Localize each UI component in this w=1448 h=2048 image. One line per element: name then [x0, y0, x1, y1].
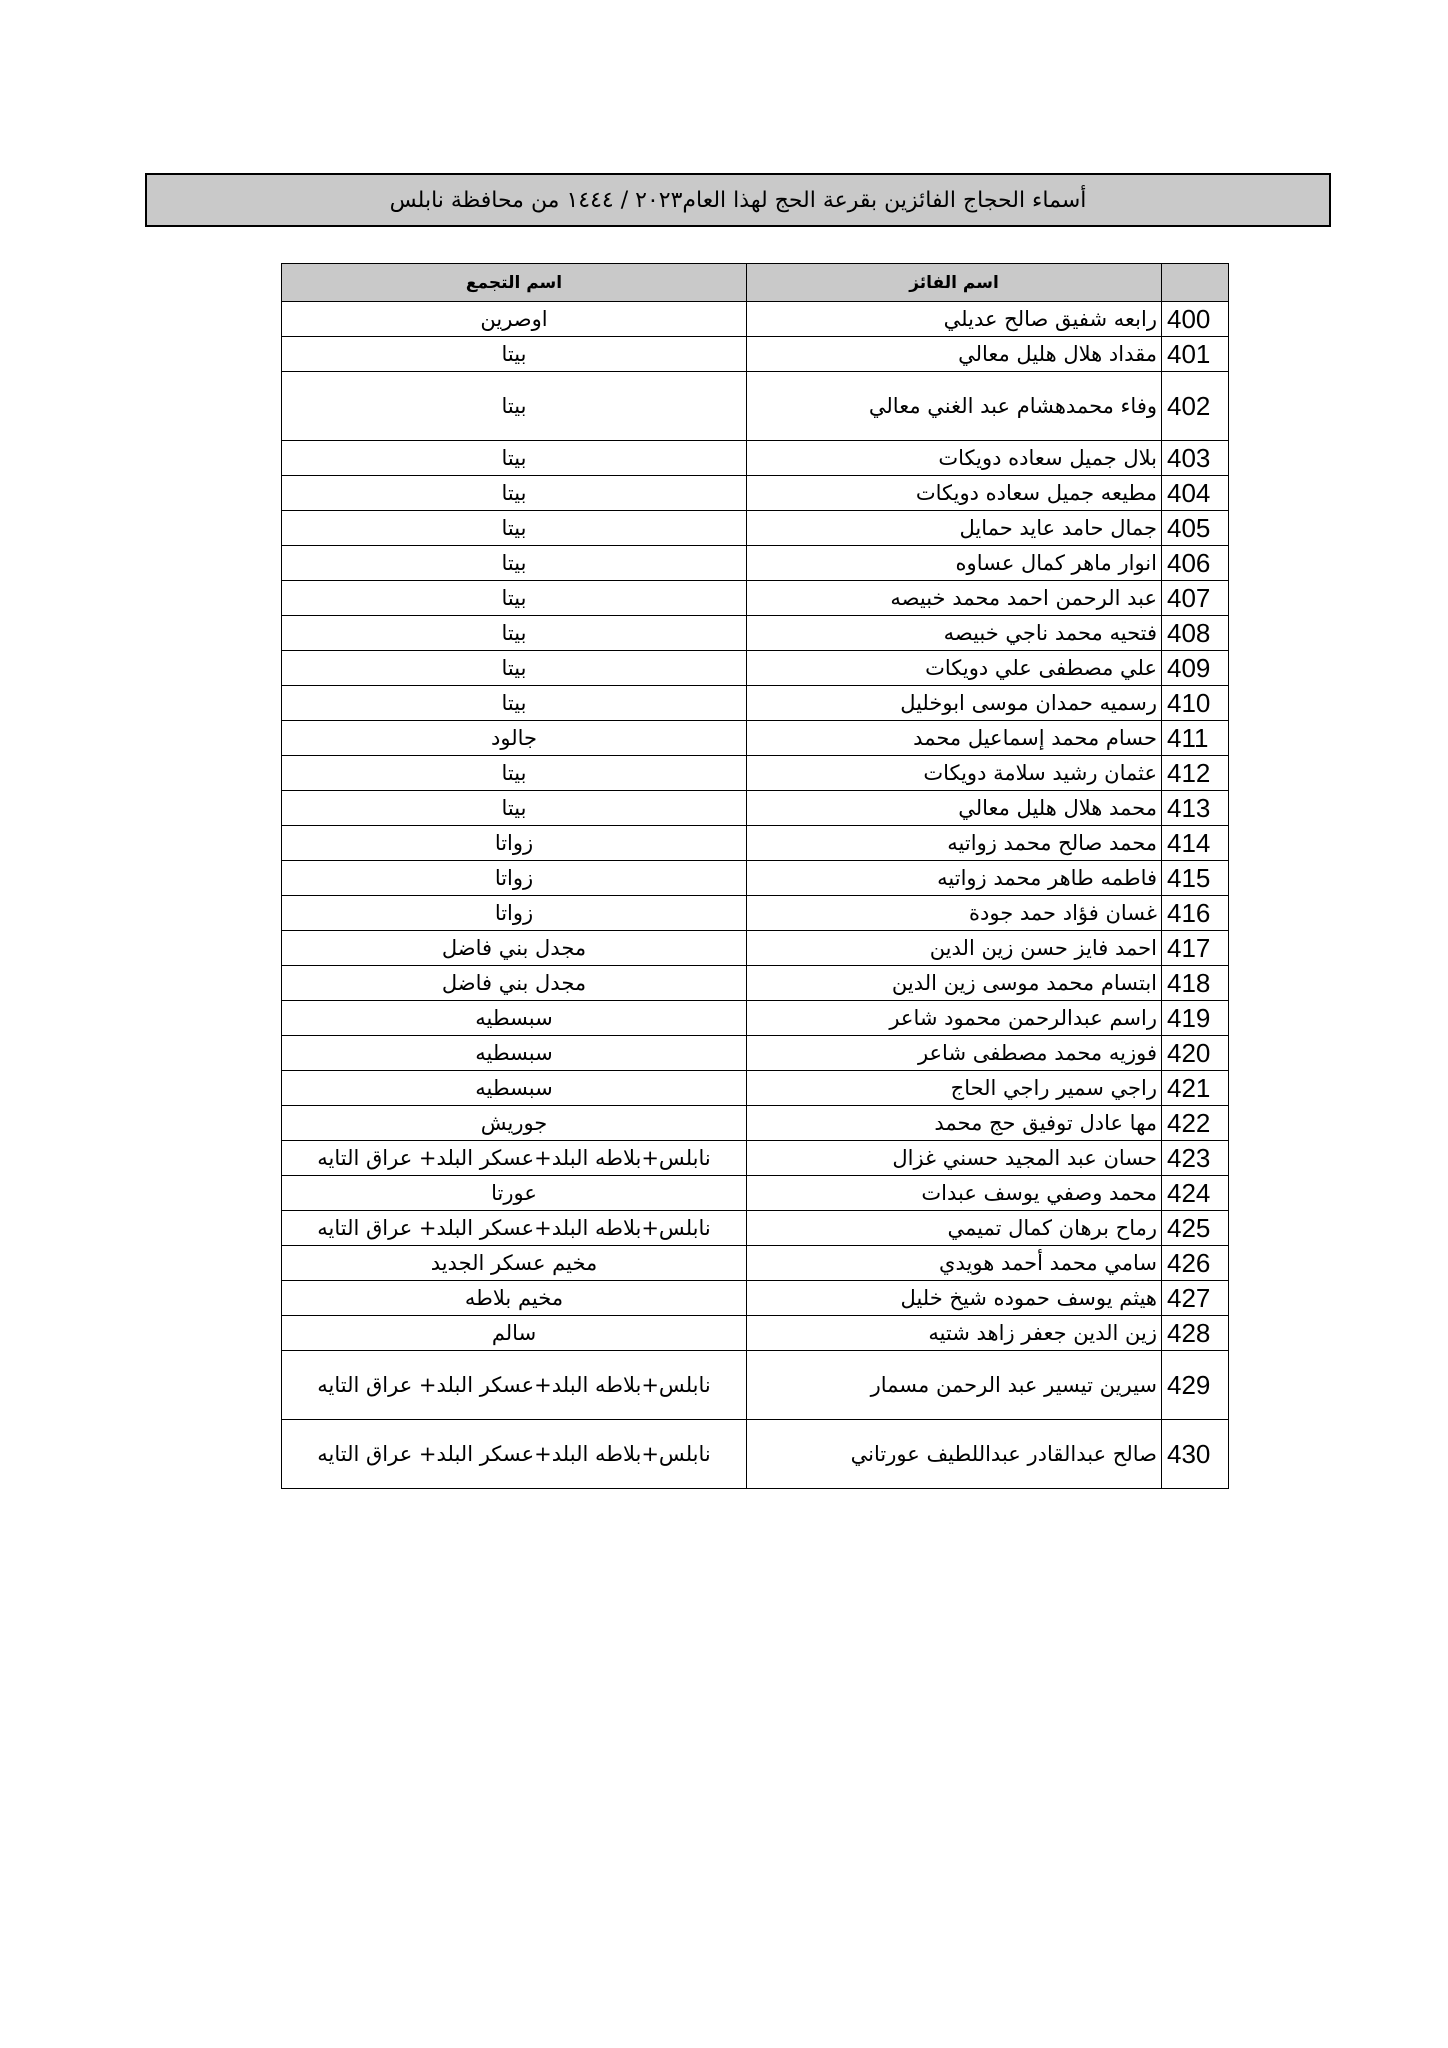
table-row	[282, 441, 1229, 476]
group-name-cell: بيتا	[282, 686, 747, 721]
table-row	[282, 372, 1229, 441]
row-number-cell: 415	[1162, 861, 1229, 896]
group-name-cell: سبسطيه	[282, 1071, 747, 1106]
winner-name-cell: صالح عبدالقادر عبداللطيف عورتاني	[747, 1420, 1162, 1489]
winner-name-cell: رابعه شفيق صالح عديلي	[747, 302, 1162, 337]
table-row	[282, 1420, 1229, 1489]
group-name-cell: بيتا	[282, 756, 747, 791]
winner-name-cell: غسان فؤاد حمد جودة	[747, 896, 1162, 931]
row-number-cell: 414	[1162, 826, 1229, 861]
winner-name-cell: هيثم يوسف حموده شيخ خليل	[747, 1281, 1162, 1316]
winner-name-cell: راجي سمير راجي الحاج	[747, 1071, 1162, 1106]
row-number-cell: 401	[1162, 337, 1229, 372]
group-name-cell: سالم	[282, 1316, 747, 1351]
winner-name-cell: عبد الرحمن احمد محمد خبيصه	[747, 581, 1162, 616]
table-row	[282, 1176, 1229, 1211]
table-row	[282, 861, 1229, 896]
row-number-cell: 418	[1162, 966, 1229, 1001]
table-row	[282, 896, 1229, 931]
group-name-cell: بيتا	[282, 791, 747, 826]
row-number-cell: 423	[1162, 1141, 1229, 1176]
group-name-cell: نابلس+بلاطه البلد+عسكر البلد+ عراق التايه	[282, 1351, 747, 1420]
row-number-cell: 417	[1162, 931, 1229, 966]
group-name-cell: مجدل بني فاضل	[282, 931, 747, 966]
row-number-cell: 400	[1162, 302, 1229, 337]
document-title	[145, 173, 1331, 227]
row-number-cell: 403	[1162, 441, 1229, 476]
row-number-cell: 424	[1162, 1176, 1229, 1211]
group-name-cell: زواتا	[282, 861, 747, 896]
table-row	[282, 756, 1229, 791]
document-title-text: أسماء الحجاج الفائزين بقرعة الحج لهذا العام٢٠٢٣ / ١٤٤٤ من محافظة نابلس	[389, 187, 1087, 213]
winner-name-cell: سيرين تيسير عبد الرحمن مسمار	[747, 1351, 1162, 1420]
table-row	[282, 1001, 1229, 1036]
winner-name-cell: حسام محمد إسماعيل محمد	[747, 721, 1162, 756]
table-row	[282, 1141, 1229, 1176]
row-number-cell: 413	[1162, 791, 1229, 826]
header-num	[1162, 264, 1229, 302]
winner-name-cell: فاطمه طاهر محمد زواتيه	[747, 861, 1162, 896]
table-row	[282, 791, 1229, 826]
winner-name-cell: احمد فايز حسن زين الدين	[747, 931, 1162, 966]
row-number-cell: 428	[1162, 1316, 1229, 1351]
row-number-cell: 407	[1162, 581, 1229, 616]
table-row	[282, 1281, 1229, 1316]
winner-name-cell: فتحيه محمد ناجي خبيصه	[747, 616, 1162, 651]
group-name-cell: نابلس+بلاطه البلد+عسكر البلد+ عراق التايه	[282, 1211, 747, 1246]
winner-name-cell: بلال جميل سعاده دويكات	[747, 441, 1162, 476]
group-name-cell: بيتا	[282, 616, 747, 651]
row-number-cell: 422	[1162, 1106, 1229, 1141]
table-row	[282, 1211, 1229, 1246]
row-number-cell: 409	[1162, 651, 1229, 686]
group-name-cell: مخيم بلاطه	[282, 1281, 747, 1316]
winner-name-cell: مطيعه جميل سعاده دويكات	[747, 476, 1162, 511]
winner-name-cell: رسميه حمدان موسى ابوخليل	[747, 686, 1162, 721]
table-row	[282, 966, 1229, 1001]
row-number-cell: 426	[1162, 1246, 1229, 1281]
table-row	[282, 721, 1229, 756]
table-row	[282, 337, 1229, 372]
table-row	[282, 616, 1229, 651]
table-header-row	[282, 264, 1229, 302]
group-name-cell: بيتا	[282, 581, 747, 616]
table-row	[282, 686, 1229, 721]
group-name-cell: زواتا	[282, 826, 747, 861]
row-number-cell: 412	[1162, 756, 1229, 791]
group-name-cell: نابلس+بلاطه البلد+عسكر البلد+ عراق التايه	[282, 1141, 747, 1176]
group-name-cell: بيتا	[282, 651, 747, 686]
winner-name-cell: راسم عبدالرحمن محمود شاعر	[747, 1001, 1162, 1036]
winner-name-cell: حسان عبد المجيد حسني غزال	[747, 1141, 1162, 1176]
group-name-cell: بيتا	[282, 372, 747, 441]
winner-name-cell: زين الدين جعفر زاهد شتيه	[747, 1316, 1162, 1351]
group-name-cell: مخيم عسكر الجديد	[282, 1246, 747, 1281]
group-name-cell: بيتا	[282, 441, 747, 476]
winner-name-cell: مقداد هلال هليل معالي	[747, 337, 1162, 372]
row-number-cell: 404	[1162, 476, 1229, 511]
group-name-cell: بيتا	[282, 546, 747, 581]
row-number-cell: 416	[1162, 896, 1229, 931]
table-row	[282, 511, 1229, 546]
winner-name-cell: عثمان رشيد سلامة دويكات	[747, 756, 1162, 791]
table-row	[282, 1316, 1229, 1351]
winner-name-cell: سامي محمد أحمد هويدي	[747, 1246, 1162, 1281]
winner-name-cell: فوزيه محمد مصطفى شاعر	[747, 1036, 1162, 1071]
table-row	[282, 1036, 1229, 1071]
header-group: اسم التجمع	[282, 264, 747, 302]
row-number-cell: 427	[1162, 1281, 1229, 1316]
row-number-cell: 406	[1162, 546, 1229, 581]
table-row	[282, 546, 1229, 581]
row-number-cell: 421	[1162, 1071, 1229, 1106]
table-row	[282, 1351, 1229, 1420]
group-name-cell: بيتا	[282, 337, 747, 372]
group-name-cell: نابلس+بلاطه البلد+عسكر البلد+ عراق التايه	[282, 1420, 747, 1489]
row-number-cell: 425	[1162, 1211, 1229, 1246]
row-number-cell: 430	[1162, 1420, 1229, 1489]
winner-name-cell: علي مصطفى علي دويكات	[747, 651, 1162, 686]
table-row	[282, 651, 1229, 686]
table-row	[282, 826, 1229, 861]
group-name-cell: بيتا	[282, 511, 747, 546]
group-name-cell: سبسطيه	[282, 1036, 747, 1071]
winner-name-cell: ابتسام محمد موسى زين الدين	[747, 966, 1162, 1001]
group-name-cell: جوريش	[282, 1106, 747, 1141]
group-name-cell: سبسطيه	[282, 1001, 747, 1036]
row-number-cell: 419	[1162, 1001, 1229, 1036]
row-number-cell: 420	[1162, 1036, 1229, 1071]
header-name: اسم الفائز	[747, 264, 1162, 302]
table-row	[282, 1106, 1229, 1141]
table-row	[282, 302, 1229, 337]
group-name-cell: اوصرين	[282, 302, 747, 337]
winner-name-cell: مها عادل توفيق حج محمد	[747, 1106, 1162, 1141]
row-number-cell: 411	[1162, 721, 1229, 756]
winner-name-cell: جمال حامد عايد حمايل	[747, 511, 1162, 546]
table-row	[282, 476, 1229, 511]
table-row	[282, 1246, 1229, 1281]
row-number-cell: 410	[1162, 686, 1229, 721]
row-number-cell: 408	[1162, 616, 1229, 651]
winner-name-cell: رماح برهان كمال تميمي	[747, 1211, 1162, 1246]
table-row	[282, 931, 1229, 966]
group-name-cell: جالود	[282, 721, 747, 756]
group-name-cell: عورتا	[282, 1176, 747, 1211]
winner-name-cell: انوار ماهر كمال عساوه	[747, 546, 1162, 581]
winner-name-cell: محمد وصفي يوسف عبدات	[747, 1176, 1162, 1211]
group-name-cell: مجدل بني فاضل	[282, 966, 747, 1001]
group-name-cell: زواتا	[282, 896, 747, 931]
winner-name-cell: محمد صالح محمد زواتيه	[747, 826, 1162, 861]
row-number-cell: 402	[1162, 372, 1229, 441]
pilgrims-table	[281, 263, 1229, 1489]
group-name-cell: بيتا	[282, 476, 747, 511]
table-row	[282, 581, 1229, 616]
row-number-cell: 429	[1162, 1351, 1229, 1420]
winner-name-cell: وفاء محمدهشام عبد الغني معالي	[747, 372, 1162, 441]
table-body	[282, 302, 1229, 1489]
table-row	[282, 1071, 1229, 1106]
row-number-cell: 405	[1162, 511, 1229, 546]
winner-name-cell: محمد هلال هليل معالي	[747, 791, 1162, 826]
